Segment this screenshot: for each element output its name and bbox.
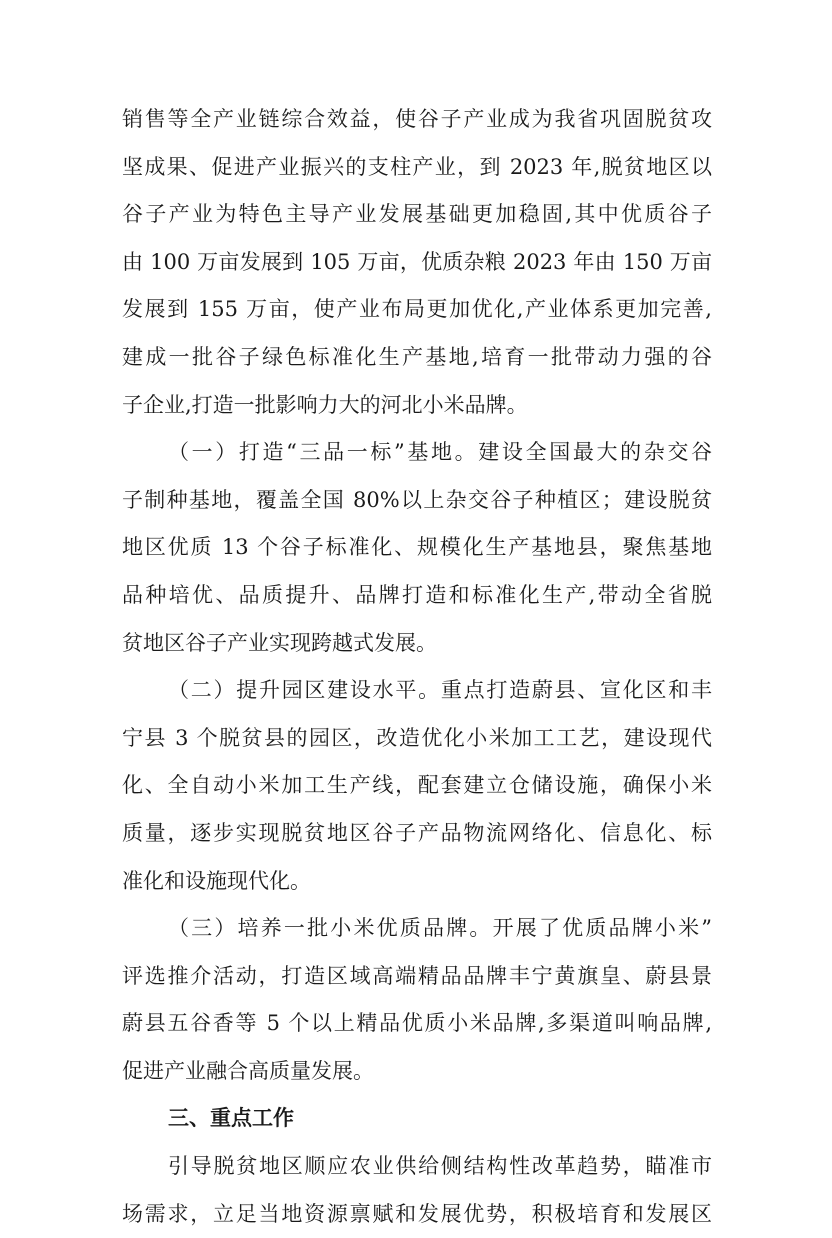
text-line: 发展到 155 万亩，使产业布局更加优化,产业体系更加完善, [122, 297, 712, 322]
text-line: 场需求，立足当地资源禀赋和发展优势，积极培育和发展区 [122, 1201, 712, 1226]
section-heading: 三、重点工作 [168, 1106, 294, 1131]
text-line: 谷子产业为特色主导产业发展基础更加稳固,其中优质谷子 [122, 202, 712, 227]
text-line: 化、全自动小米加工生产线，配套建立仓储设施，确保小米 [122, 773, 712, 798]
text-line: 建成一批谷子绿色标准化生产基地,培育一批带动力强的谷 [122, 344, 712, 369]
text-line: 由 100 万亩发展到 105 万亩，优质杂粮 2023 年由 150 万亩 [122, 249, 712, 274]
text-line: 子企业,打造一批影响力大的河北小米品牌。 [122, 392, 528, 417]
text-line: 坚成果、促进产业振兴的支柱产业，到 2023 年,脱贫地区以 [122, 154, 712, 179]
text-line: 子制种基地，覆盖全国 80%以上杂交谷子种植区；建设脱贫 [122, 487, 712, 512]
text-line: 蔚县五谷香等 5 个以上精品优质小米品牌,多渠道叫响品牌, [122, 1011, 712, 1036]
document-body [122, 96, 712, 1238]
text-line: 引导脱贫地区顺应农业供给侧结构性改革趋势，瞄准市 [168, 1154, 712, 1179]
text-line: 贫地区谷子产业实现跨越式发展。 [122, 630, 437, 655]
text-line: 宁县 3 个脱贫县的园区，改造优化小米加工工艺，建设现代 [122, 725, 712, 750]
text-line: （二）提升园区建设水平。重点打造蔚县、宣化区和丰 [168, 678, 712, 703]
text-line: 促进产业融合高质量发展。 [122, 1058, 374, 1083]
paragraph-item-1 [122, 429, 712, 667]
paragraph-section-3-intro [122, 1143, 712, 1238]
text-line: 准化和设施现代化。 [122, 868, 311, 893]
text-line: 质量，逐步实现脱贫地区谷子产品物流网络化、信息化、标 [122, 820, 712, 845]
text-line: 品种培优、品质提升、品牌打造和标准化生产,带动全省脱 [122, 582, 712, 607]
paragraph-intro [122, 96, 712, 429]
text-line: 评选推介活动，打造区域高端精品品牌丰宁黄旗皇、蔚县景 [122, 963, 712, 988]
paragraph-item-3 [122, 905, 712, 1095]
text-line: （一）打造“三品一标”基地。建设全国最大的杂交谷 [168, 440, 712, 465]
paragraph-item-2 [122, 667, 712, 905]
text-line: （三）培养一批小米优质品牌。开展了优质品牌小米” [168, 916, 712, 941]
text-line: 地区优质 13 个谷子标准化、规模化生产基地县，聚焦基地 [122, 535, 712, 560]
text-line: 销售等全产业链综合效益，使谷子产业成为我省巩固脱贫攻 [122, 107, 712, 131]
